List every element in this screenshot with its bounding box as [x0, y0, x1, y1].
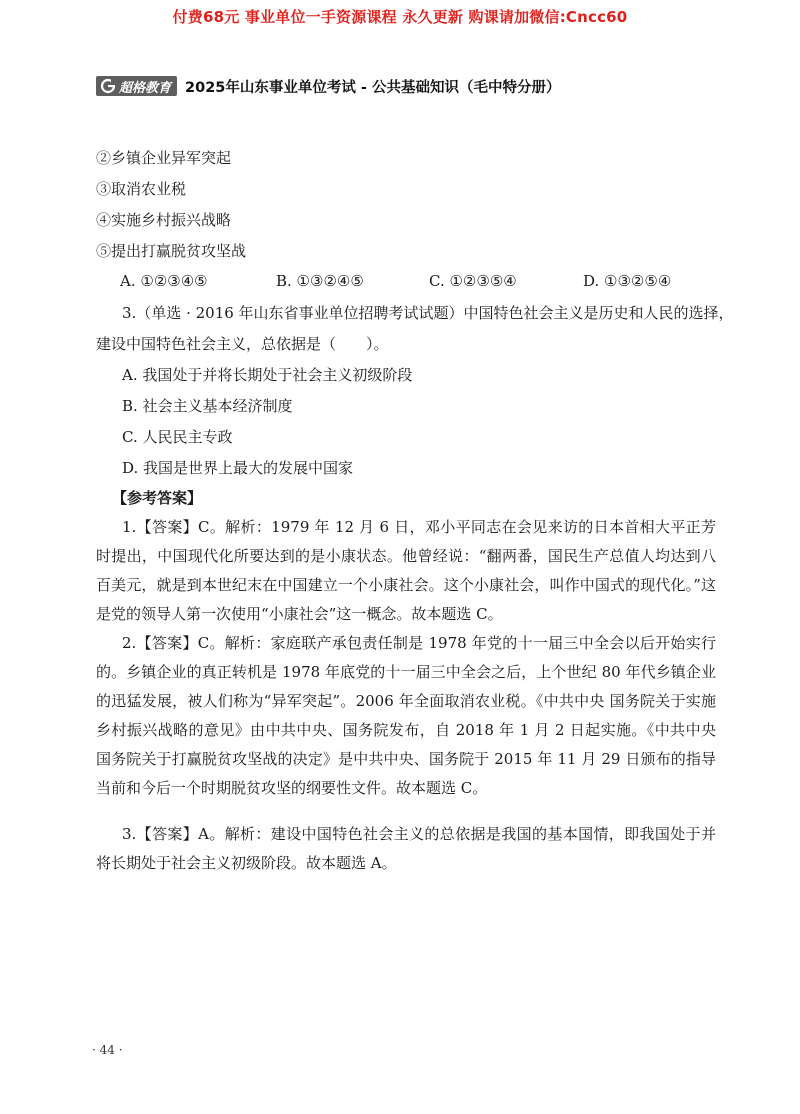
logo-g-icon	[100, 78, 116, 94]
header-title: 2025年山东事业单位考试 - 公共基础知识（毛中特分册）	[185, 79, 561, 96]
question-3-option: A. 我国处于并将长期处于社会主义初级阶段	[122, 366, 413, 384]
question-3-option: D. 我国是世界上最大的发展中国家	[122, 459, 354, 477]
answer-3: 3.【答案】A。解析：建设中国特色社会主义的总依据是我国的基本国情，即我国处于并将长期处于社会主义初级阶段。故本题选 A。	[96, 825, 716, 872]
question-3-line1: 3.（单选 · 2016 年山东省事业单位招聘考试试题）中国特色社会主义是历史和人民的选择，	[122, 304, 734, 322]
page-header	[96, 75, 560, 97]
q2-options	[96, 272, 716, 292]
watermark-banner: 付费68元 事业单位一手资源课程 永久更新 购课请加微信:Cncc60	[172, 8, 628, 26]
list-item: ④实施乡村振兴战略	[96, 211, 232, 229]
answer-1: 1.【答案】C。解析：1979 年 12 月 6 日，邓小平同志在会见来访的日本首相大平正芳时提出，中国现代化所要达到的是小康状态。他曾经说：“翻两番，国民生产总值人均达到八百美元，就是到本世纪末在中国建立一个小康社会。这个小康社会，叫作中国式的现代化。”这是党的领导人第一次使用“小康社会”这一概念。故本题选 C。	[96, 518, 716, 623]
option-b: B. ①③②④⑤	[276, 272, 364, 290]
question-3-option: B. 社会主义基本经济制度	[122, 397, 293, 415]
logo-text: 超格教育	[119, 80, 172, 96]
question-3-option: C. 人民民主专政	[122, 428, 233, 446]
page-number: · 44 ·	[92, 1043, 123, 1057]
list-item: ③取消农业税	[96, 180, 187, 198]
option-a: A. ①②③④⑤	[120, 272, 208, 290]
brand-logo	[96, 76, 177, 96]
option-c: C. ①②③⑤④	[429, 272, 517, 290]
list-item: ②乡镇企业异军突起	[96, 149, 232, 167]
option-d: D. ①③②⑤④	[583, 272, 672, 290]
list-item: ⑤提出打赢脱贫攻坚战	[96, 242, 247, 260]
answers-heading: 【参考答案】	[112, 489, 203, 507]
answer-2: 2.【答案】C。解析：家庭联产承包责任制是 1978 年党的十一届三中全会以后开始实行的。乡镇企业的真正转机是 1978 年底党的十一届三中全会之后，上个世纪 80 年代乡镇企业的迅猛发展，被人们称为“异军突起”。2006 年全面取消农业税。《中共中央 国务院关于实施乡村振兴战略的意见》由中共中央、国务院发布，自 2018 年 1 月 2 日起实施。《中共中央 国务院关于打赢脱贫攻坚战的决定》是中共中央、国务院于 2015 年 11 月 29 日颁布的指导当前和今后一个时期脱贫攻坚的纲要性文件。故本题选 C。	[96, 634, 716, 797]
question-3-line2: 建设中国特色社会主义，总依据是（ ）。	[96, 335, 389, 353]
